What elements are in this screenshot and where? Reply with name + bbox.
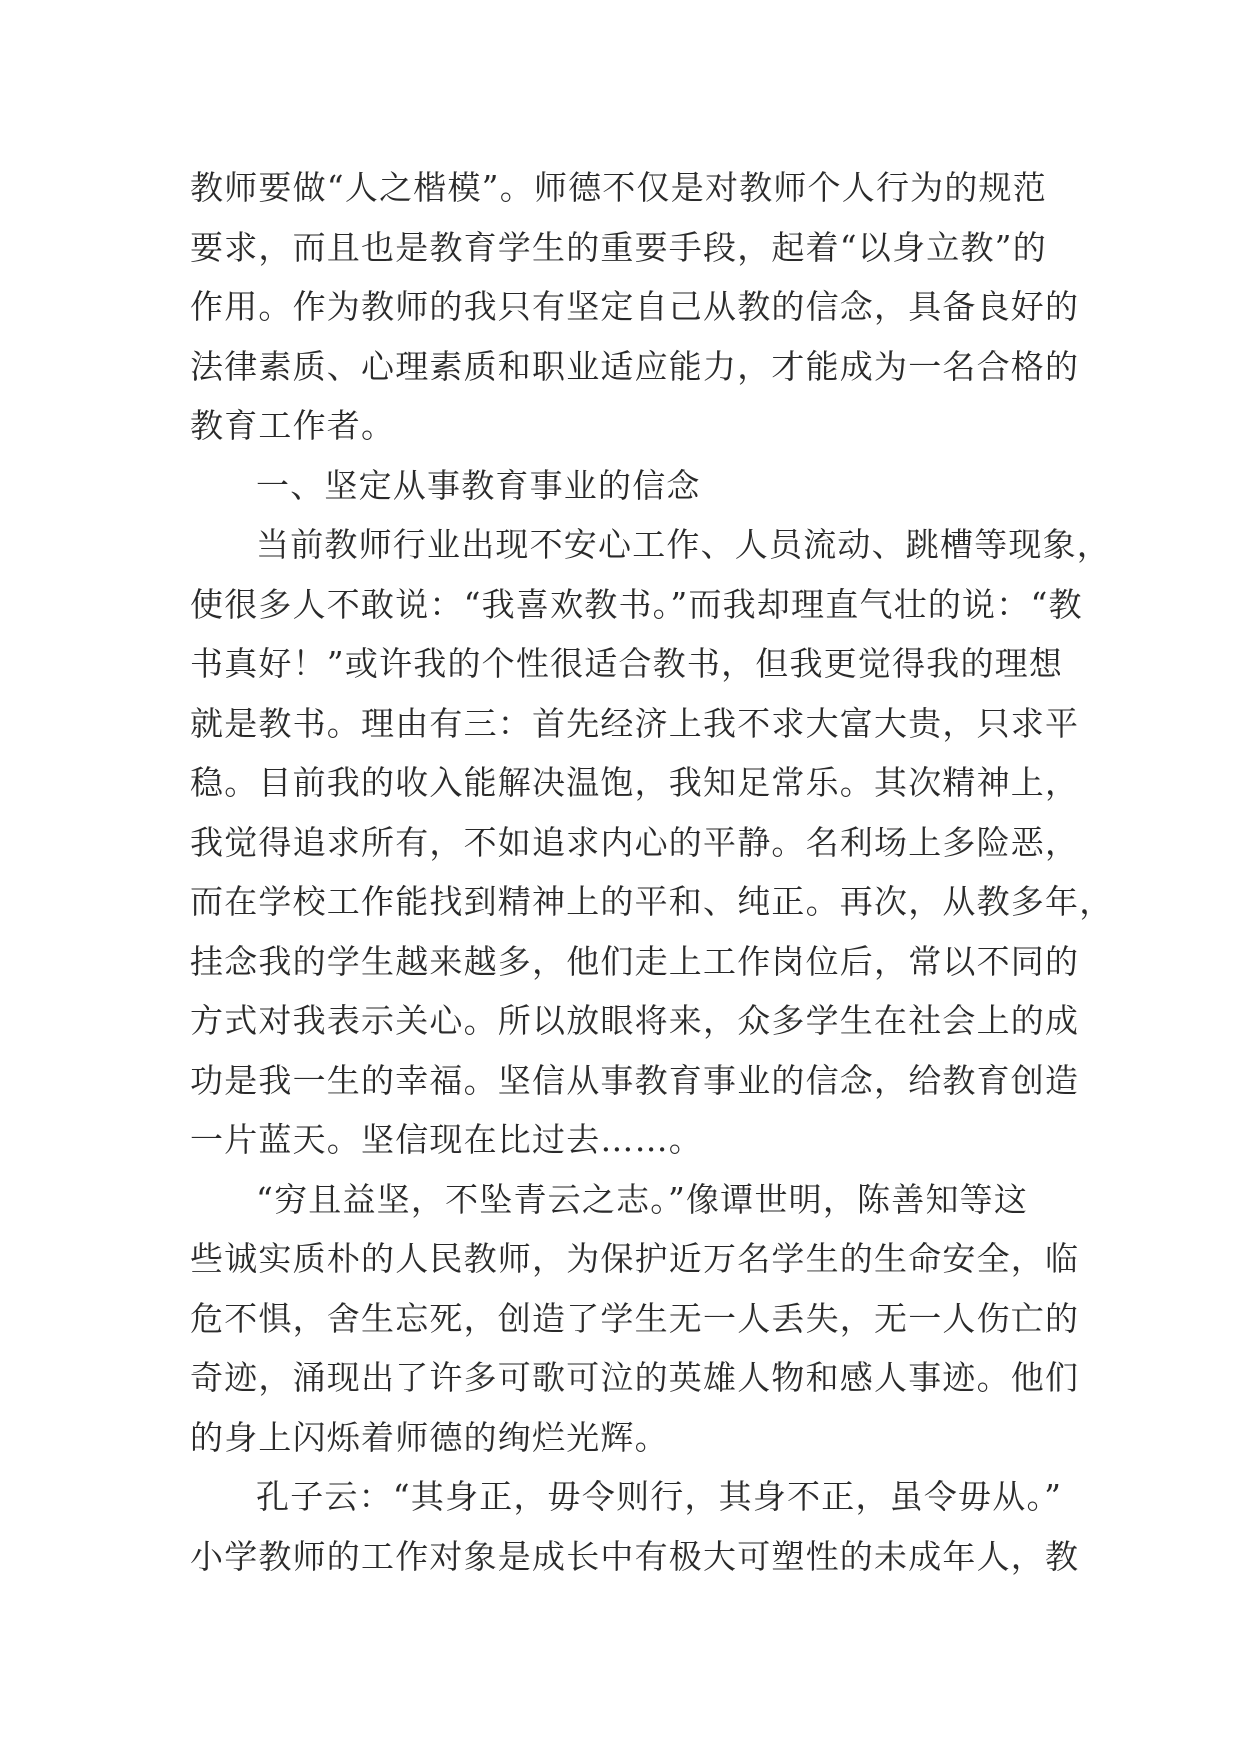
text-line: 教育工作者。 (190, 406, 396, 445)
text-line: 奇迹，涌现出了许多可歌可泣的英雄人物和感人事迹。他们 (190, 1358, 1080, 1397)
text-line: 我觉得追求所有，不如追求内心的平静。名利场上多险恶， (190, 822, 1080, 862)
text-line: 小学教师的工作对象是成长中有极大可塑性的未成年人，教 (190, 1536, 1080, 1576)
text-line: 作用。作为教师的我只有坚定自己从教的信念，具备良好的 (190, 287, 1080, 326)
body-text (190, 158, 1114, 1586)
text-line: “穷且益坚，不坠青云之志。”像谭世明，陈善知等这 (256, 1179, 1029, 1219)
text-line: 一片蓝天。坚信现在比过去……。 (190, 1120, 703, 1159)
text-line: 危不惧，舍生忘死，创造了学生无一人丢失，无一人伤亡的 (190, 1298, 1080, 1338)
text-line: 当前教师行业出现不安心工作、人员流动、跳槽等现象， (256, 525, 1111, 564)
text-line: 功是我一生的幸福。坚信从事教育事业的信念，给教育创造 (190, 1060, 1080, 1100)
text-line: 方式对我表示关心。所以放眼将来，众多学生在社会上的成 (190, 1001, 1080, 1040)
text-line: 而在学校工作能找到精神上的平和、纯正。再次，从教多年， (190, 882, 1114, 921)
section-heading: 一、坚定从事教育事业的信念 (256, 465, 701, 505)
text-line: 孔子云：“其身正，毋令则行，其身不正，虽令毋从。” (256, 1477, 1063, 1516)
text-line: 稳。目前我的收入能解决温饱，我知足常乐。其次精神上， (190, 763, 1080, 802)
text-line: 挂念我的学生越来越多，他们走上工作岗位后，常以不同的 (190, 941, 1080, 981)
text-line: 教师要做“人之楷模”。师德不仅是对教师个人行为的规范 (190, 168, 1047, 207)
text-line: 书真好！”或许我的个性很适合教书，但我更觉得我的理想 (190, 644, 1064, 683)
text-line: 的身上闪烁着师德的绚烂光辉。 (190, 1417, 669, 1457)
text-line: 使很多人不敢说：“我喜欢教书。”而我却理直气壮的说：“教 (190, 584, 1083, 624)
text-line: 些诚实质朴的人民教师，为保护近万名学生的生命安全，临 (190, 1239, 1080, 1278)
text-line: 法律素质、心理素质和职业适应能力，才能成为一名合格的 (190, 346, 1080, 386)
text-line: 就是教书。理由有三：首先经济上我不求大富大贵，只求平 (190, 703, 1080, 743)
text-line: 要求，而且也是教育学生的重要手段，起着“以身立教”的 (190, 227, 1047, 267)
